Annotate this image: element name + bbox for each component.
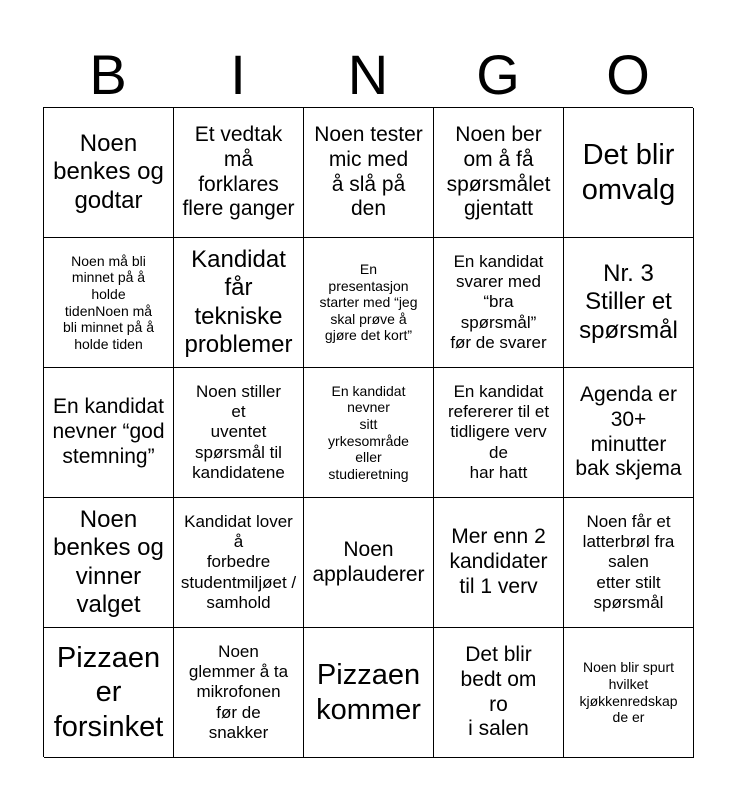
bingo-cell[interactable] [304,108,434,238]
cell-text: Noen får et latterbrøl fra salen etter stilt spørsmål [582,512,675,612]
cell-text: Kandidat lover å forbedre studentmiljøet / samhold [180,512,297,612]
cell-text: Noen må bli minnet på å holde tidenNoen må bli minnet på å holde tiden [62,252,155,352]
cell-text: Det blir omvalg [581,139,676,206]
bingo-cell[interactable] [174,108,304,238]
bingo-grid [43,107,693,757]
bingo-cell[interactable] [434,238,564,368]
cell-text: Pizzaen er forsinket [53,642,164,743]
bingo-cell[interactable] [174,498,304,628]
bingo-cell[interactable] [304,498,434,628]
header-letter-g: G [476,43,520,106]
bingo-cell[interactable] [44,368,174,498]
bingo-cell[interactable] [174,368,304,498]
bingo-cell[interactable] [44,498,174,628]
bingo-cell[interactable] [44,238,174,368]
header-letter-i: I [230,43,246,106]
bingo-cell[interactable] [564,498,694,628]
cell-text: Noen ber om å få spørsmålet gjentatt [446,122,551,221]
cell-text: En kandidat refererer til et tidligere verv de har hatt [447,382,550,482]
bingo-cell[interactable] [304,238,434,368]
cell-text: En kandidat nevner “god stemning” [52,395,165,468]
bingo-cell[interactable] [44,628,174,758]
cell-text: Noen blir spurt hvilket kjøkkenredskap de er [579,659,678,726]
bingo-cell[interactable] [564,368,694,498]
cell-text: Det blir bedt om ro i salen [460,642,537,741]
cell-text: Nr. 3 Stiller et spørsmål [579,260,678,344]
cell-text: Noen benkes og godtar [53,130,164,214]
bingo-cell[interactable] [304,628,434,758]
cell-text: En presentasjon starter med “jeg skal prøve å gjøre det kort” [319,261,418,344]
cell-text: Mer enn 2 kandidater til 1 verv [449,525,548,598]
bingo-header [43,40,693,110]
header-letter-b: B [89,43,127,106]
bingo-cell[interactable] [434,628,564,758]
cell-text: Noen stiller et uventet spørsmål til kandidatene [192,382,285,482]
bingo-cell[interactable] [174,238,304,368]
cell-text: Noen glemmer å ta mikrofonen før de snakker [188,642,289,742]
cell-text: Kandidat får tekniske problemer [184,245,293,358]
cell-text: Pizzaen kommer [316,659,421,726]
bingo-cell[interactable] [434,108,564,238]
bingo-cell[interactable] [564,108,694,238]
cell-text: Noen tester mic med å slå på den [314,122,423,221]
cell-text: Agenda er 30+ minutter bak skjema [575,382,682,481]
bingo-cell[interactable] [434,368,564,498]
bingo-cell[interactable] [174,628,304,758]
bingo-cell[interactable] [304,368,434,498]
cell-text: En kandidat svarer med “bra spørsmål” før de svarer [450,252,547,352]
bingo-cell[interactable] [564,238,694,368]
cell-text: Noen benkes og vinner valget [53,505,164,618]
bingo-cell[interactable] [564,628,694,758]
header-letter-o: O [606,43,650,106]
header-letter-n: N [347,43,389,106]
cell-text: En kandidat nevner sitt yrkesområde eller studieretning [328,382,409,482]
bingo-cell[interactable] [44,108,174,238]
cell-text: Noen applauderer [312,537,425,586]
cell-text: Et vedtak må forklares flere ganger [182,122,295,221]
bingo-cell[interactable] [434,498,564,628]
